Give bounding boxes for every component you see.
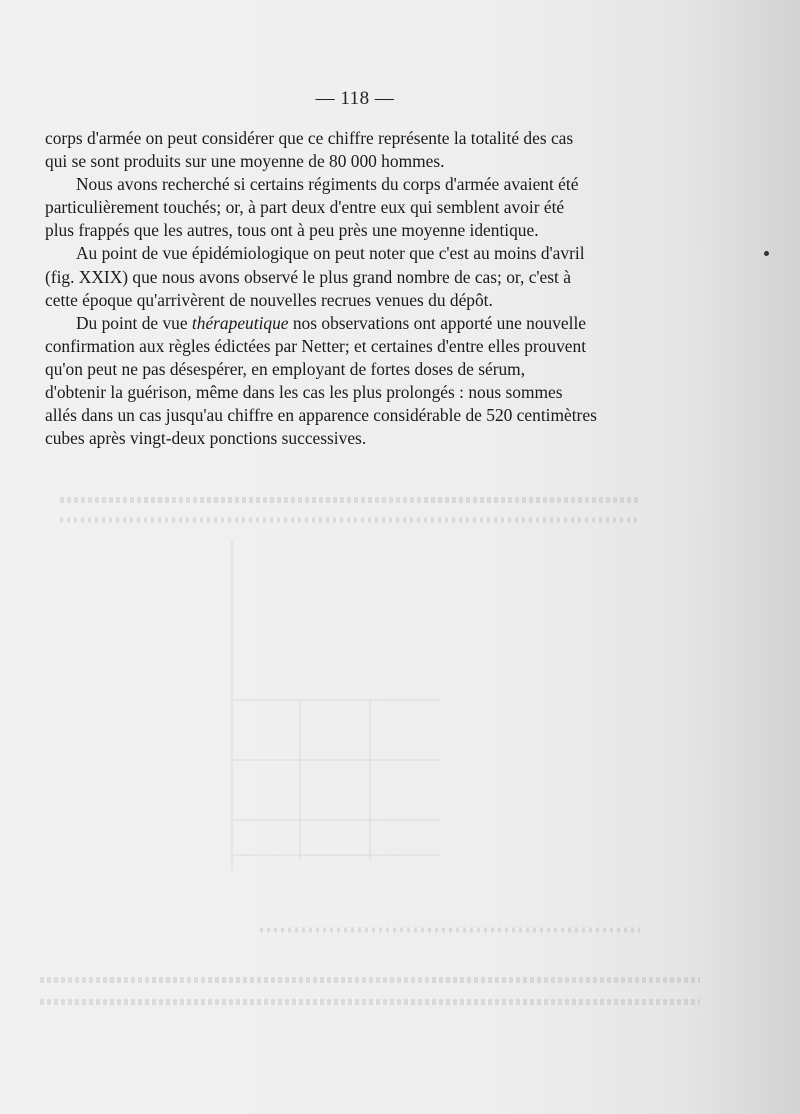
text-line: d'obtenir la guérison, même dans les cas les plus prolongés : nous sommes <box>45 382 563 403</box>
text-line: particulièrement touchés; or, à part deux d'entre eux qui semblent avoir été <box>45 197 565 218</box>
text-line: confirmation aux règles édictées par Netter; et certaines d'entre elles prouvent <box>45 335 587 356</box>
text-line: Au point de vue épidémiologique on peut noter que c'est au moins d'avril <box>76 243 585 264</box>
text-line: cubes après vingt-deux ponctions successives. <box>45 428 367 449</box>
emphasis-therapeutique: thérapeutique <box>191 312 289 333</box>
text-line: Nous avons recherché si certains régiments du corps d'armée avaient été <box>76 174 579 195</box>
text-line: (fig. XXIX) que nous avons observé le plus grand nombre de cas; or, c'est à <box>45 266 571 287</box>
page-number: — 118 — <box>315 88 395 109</box>
paragraph-2 <box>45 173 667 242</box>
paragraph-3 <box>45 242 667 311</box>
body-text <box>45 127 667 450</box>
text-line: plus frappés que les autres, tous ont à peu près une moyenne identique. <box>45 220 539 241</box>
text-line: qu'on peut ne pas désespérer, en employant de fortes doses de sérum, <box>45 358 526 379</box>
text-line: allés dans un cas jusqu'au chiffre en apparence considérable de 520 centimètres <box>45 405 597 426</box>
text-line: qui se sont produits sur une moyenne de 80 000 hommes. <box>45 151 445 172</box>
text-fragment: nos observations ont apporté une nouvelle <box>288 312 587 333</box>
paragraph-1 <box>45 127 667 173</box>
text-line: cette époque qu'arrivèrent de nouvelles recrues venues du dépôt. <box>45 289 493 310</box>
text-line <box>76 313 586 333</box>
ink-spot <box>764 251 769 256</box>
text-line: corps d'armée on peut considérer que ce chiffre représente la totalité des cas <box>45 128 574 148</box>
text-fragment: Du point de vue <box>76 312 192 333</box>
paragraph-4 <box>45 312 667 451</box>
